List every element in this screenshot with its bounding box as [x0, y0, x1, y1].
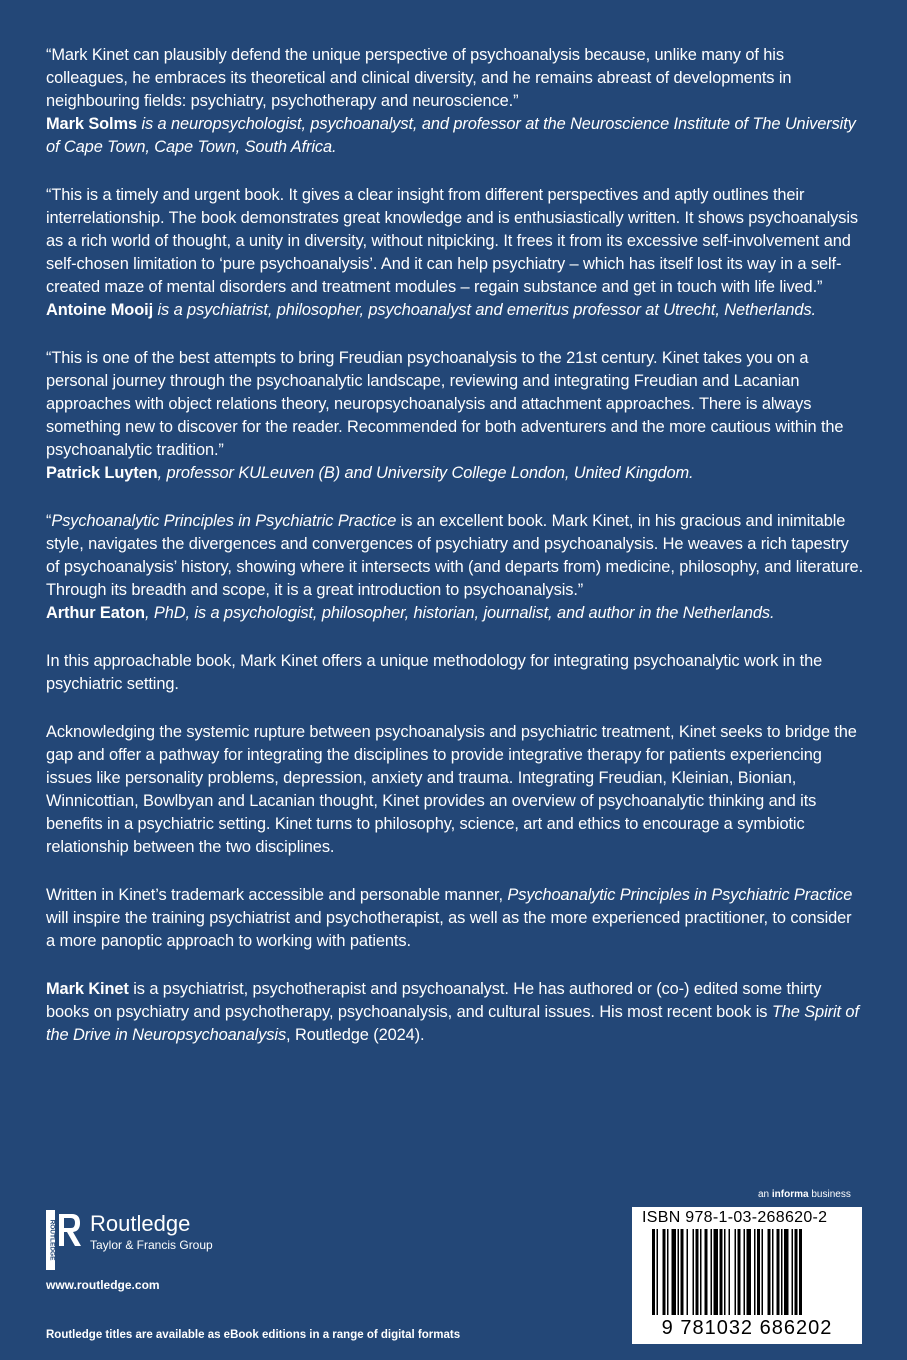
barcode-bar — [663, 1229, 666, 1315]
isbn-label: ISBN 978-1-03-268620-2 — [642, 1209, 828, 1226]
barcode-bar — [754, 1229, 756, 1315]
barcode-bar — [768, 1229, 771, 1315]
barcode-bar — [711, 1229, 713, 1315]
quote-affiliation: is a neuropsychologist, psychoanalyst, and professor at the Neuroscience Institute of The University of Cape Town, Cape Town, South Africa. — [46, 115, 856, 156]
author-bio: Mark Kinet is a psychiatrist, psychotherapist and psychoanalyst. He has authored or (co-) edited some thirty books on psychiatry and psychotherapy, psychoanalysis, and cultural issues. His most recent book is The Spirit of the Drive in Neuropsychoanalysis, Routledge (2024). — [46, 980, 859, 1044]
informa-tagline: an informa business — [758, 1189, 851, 1200]
barcode-bar — [652, 1229, 655, 1315]
barcode-bar — [772, 1229, 774, 1315]
logo-vertical-text: ROUTLEDGE — [48, 1219, 56, 1261]
author-name: Mark Kinet — [46, 980, 129, 998]
publisher-block — [46, 1210, 213, 1292]
quote-text: “This is a timely and urgent book. It gives a clear insight from different perspectives and aptly outlines their interrelationship. The book demonstrates great knowledge and is enthusiastically written. It shows psychoanalysis as a rich world of thought, a unity in diversity, without nitpicking. It frees it from its excessive self-involvement and self-chosen limitation to ‘pure psychoanalysis’. And it can help psychiatry – which has itself lost its way in a self-created maze of mental disorders and treatment modules – regain substance and get in touch with life lived.” — [46, 186, 859, 296]
ebook-note: Routledge titles are available as eBook editions in a range of digital formats — [46, 1329, 461, 1341]
book-title: Psychoanalytic Principles in Psychiatric Practice — [507, 886, 853, 904]
publisher-logo — [46, 1210, 213, 1270]
publisher-group: Taylor & Francis Group — [90, 1238, 213, 1252]
isbn-barcode — [632, 1207, 862, 1344]
routledge-logo-icon — [46, 1210, 84, 1270]
endorsement-3 — [46, 347, 864, 485]
barcode-bar — [687, 1229, 689, 1315]
barcode-bar — [747, 1229, 752, 1315]
barcode-bar — [681, 1229, 684, 1315]
recent-book-title: The Spirit of the Drive in Neuropsychoanalysis — [46, 1003, 859, 1044]
barcode-bar — [720, 1229, 723, 1315]
barcode-bar — [781, 1229, 783, 1315]
publisher-website[interactable]: www.routledge.com — [46, 1278, 160, 1292]
barcode-bar — [724, 1229, 726, 1315]
barcode-bar — [799, 1229, 802, 1315]
quote-affiliation: is a psychiatrist, philosopher, psychoanalyst and emeritus professor at Utrecht, Netherlands. — [153, 301, 816, 319]
quote-text: “This is one of the best attempts to bring Freudian psychoanalysis to the 21st century. Kinet takes you on a personal journey through the psychoanalytic landscape, reviewing and integrating Freudian and Lacanian approaches with object relations theory, neuropsychoanalysis and attachment approaches. There is always something new to discover for the reader. Recommended for both adventurers and the more cautious within the psychoanalytic tradition.” — [46, 349, 844, 459]
description-paragraph-1: In this approachable book, Mark Kinet offers a unique methodology for integrating psychoanalytic work in the psychiatric setting. — [46, 652, 823, 693]
quote-author: Patrick Luyten — [46, 464, 158, 482]
barcode-bar — [696, 1229, 699, 1315]
barcode-bar — [700, 1229, 702, 1315]
quote-text: “Mark Kinet can plausibly defend the unique perspective of psychoanalysis because, unlike many of his colleagues, he embraces its theoretical and clinical diversity, and he remains abreast of developments in neighbouring fields: psychiatry, psychotherapy and neuroscience.” — [46, 46, 792, 110]
barcode-bar — [777, 1229, 780, 1315]
barcode-bar — [678, 1229, 680, 1315]
barcode-bar — [657, 1229, 659, 1315]
quote-author: Arthur Eaton — [46, 604, 145, 622]
barcode-bar — [705, 1229, 708, 1315]
quote-affiliation: , professor KULeuven (B) and University College London, United Kingdom. — [157, 464, 694, 482]
publisher-name: Routledge — [90, 1211, 191, 1236]
barcode-bar — [784, 1229, 789, 1315]
quote-text: “Psychoanalytic Principles in Psychiatric Practice is an excellent book. Mark Kinet, in his gracious and inimitable style, navigates the divergences and convergences of psychiatry and psychoanalysis. He weaves a rich tapestry of psychoanalysis’ history, showing where it intersects with (and departs from) medicine, philosophy, and literature. Through its breadth and scope, it is a great introduction to psychoanalysis.” — [46, 512, 864, 599]
barcode-bar — [738, 1229, 741, 1315]
quote-author: Antoine Mooij — [46, 301, 154, 319]
description-paragraph-3: Written in Kinet’s trademark accessible and personable manner, Psychoanalytic Principles in Psychiatric Practice will inspire the training psychiatrist and psychotherapist, as well as the more experienced practitioner, to consider a more panoptic approach to working with patients. — [46, 886, 853, 950]
book-title: Psychoanalytic Principles in Psychiatric Practice — [51, 512, 397, 530]
barcode-bar — [795, 1229, 798, 1315]
endorsement-2 — [46, 184, 864, 322]
barcode-bars — [638, 1229, 856, 1317]
barcode-bar — [729, 1229, 731, 1315]
barcode-bar — [762, 1229, 764, 1315]
barcode-bar — [792, 1229, 794, 1315]
quote-affiliation: , PhD, is a psychologist, philosopher, historian, journalist, and author in the Netherlands. — [144, 604, 775, 622]
endorsement-1 — [46, 44, 864, 159]
barcode-bar — [757, 1229, 760, 1315]
barcode-bar — [667, 1229, 669, 1315]
barcode-bar — [714, 1229, 719, 1315]
endorsement-4 — [46, 510, 864, 625]
description-paragraph-2: Acknowledging the systemic rupture between psychoanalysis and psychiatric treatment, Kinet seeks to bridge the gap and offer a pathway for integrating the disciplines to provide integrative therapy for patients experiencing issues like personality problems, depression, anxiety and trauma. Integrating Freudian, Kleinian, Bionian, Winnicottian, Bowlbyan and Lacanian thought, Kinet provides an overview of psychoanalytic thinking and its benefits in a psychiatric setting. Kinet turns to philosophy, science, art and ethics to encourage a symbiotic relationship between the two disciplines. — [46, 723, 857, 856]
cover-text — [46, 44, 864, 1072]
barcode-digits: 9 781032 686202 — [661, 1317, 833, 1339]
barcode-bar — [735, 1229, 737, 1315]
barcode-bar — [672, 1229, 677, 1315]
barcode-bar — [693, 1229, 695, 1315]
quote-author: Mark Solms — [46, 115, 138, 133]
barcode-bar — [744, 1229, 746, 1315]
